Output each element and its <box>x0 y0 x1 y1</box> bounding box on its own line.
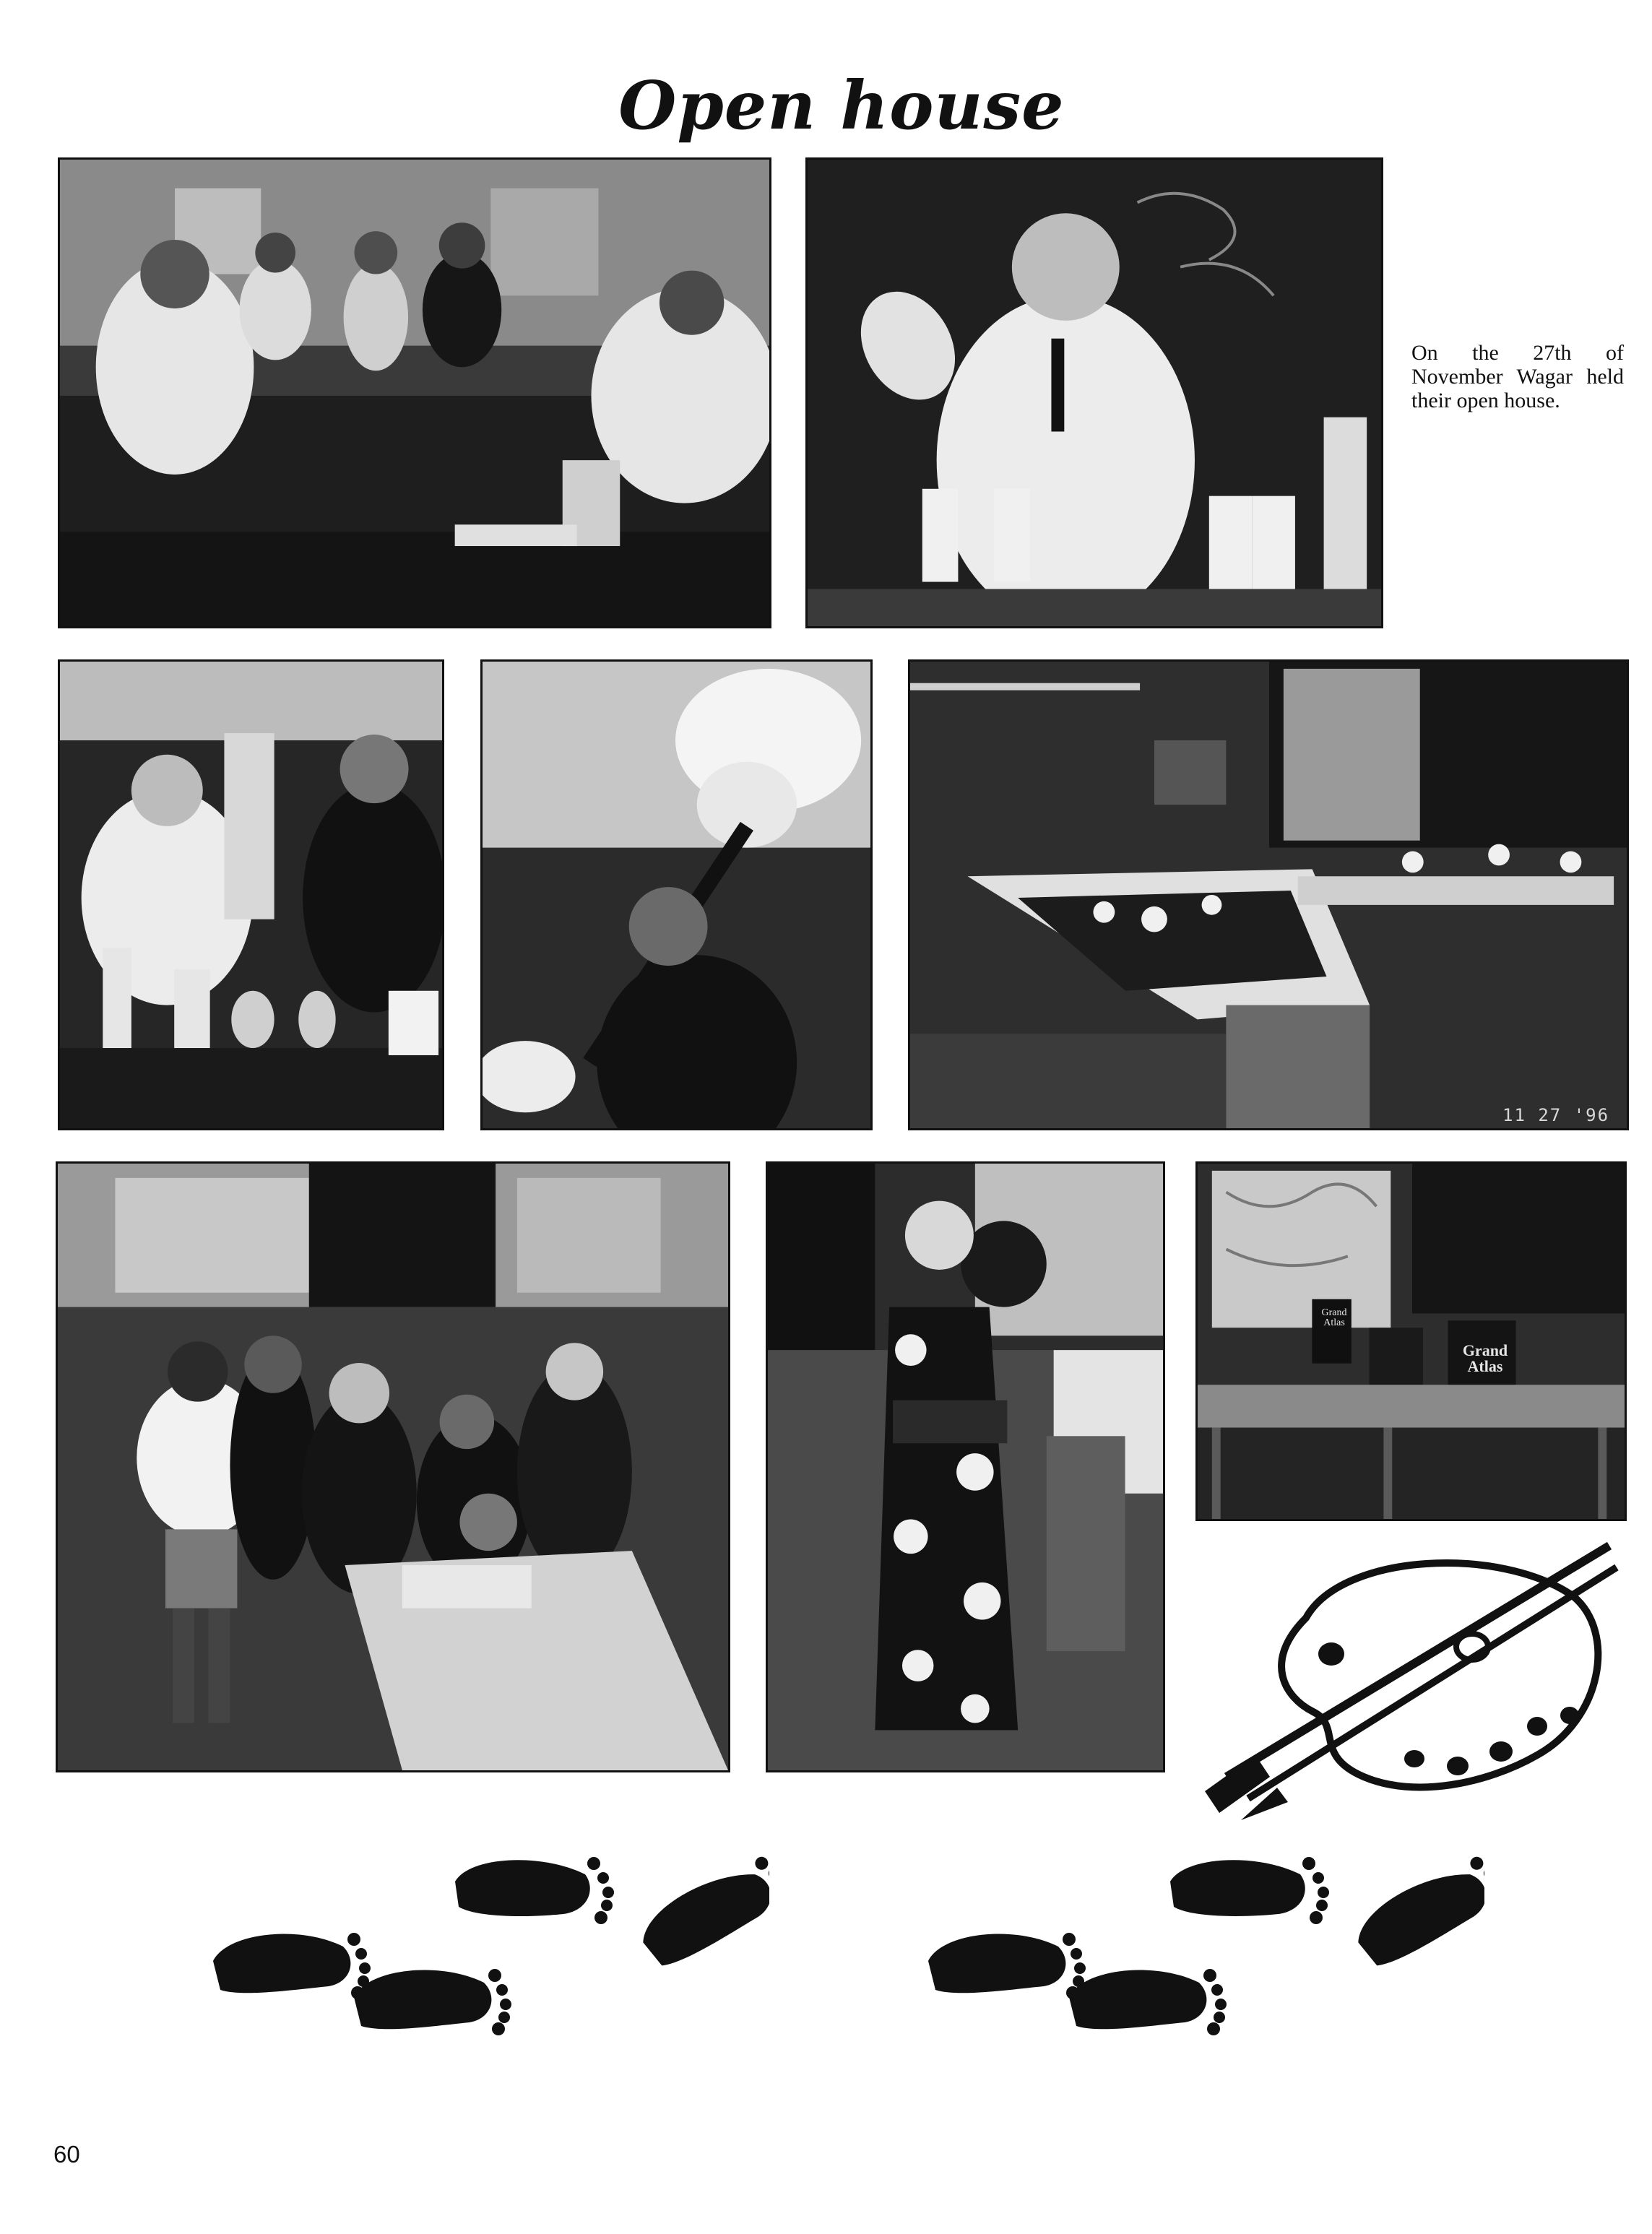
footprints-left-icon <box>199 1845 769 2040</box>
photo-science-lab-students <box>58 157 771 628</box>
photo-atlas-display <box>1195 1161 1627 1521</box>
atlas-label-small: Grand Atlas <box>1321 1307 1347 1328</box>
page-title: Open house <box>618 66 1065 144</box>
photo-teacher-chalkboard <box>805 157 1383 628</box>
photo-kimono-presenter <box>766 1161 1165 1772</box>
footprints-right-icon <box>914 1845 1484 2040</box>
photo-art-room-sculptures <box>908 659 1629 1130</box>
date-stamp: 11 27 '96 <box>1502 1105 1610 1125</box>
paint-palette-icon <box>1198 1538 1624 1827</box>
photo-teacher-student-lab <box>58 659 444 1130</box>
photo-students-teachers-group <box>56 1161 730 1772</box>
atlas-label-large: Grand Atlas <box>1462 1341 1508 1375</box>
photo-student-flame-torch <box>480 659 873 1130</box>
page-number: 60 <box>53 2141 80 2168</box>
photo-caption: On the 27th of November Wagar held their open house. <box>1411 341 1624 412</box>
